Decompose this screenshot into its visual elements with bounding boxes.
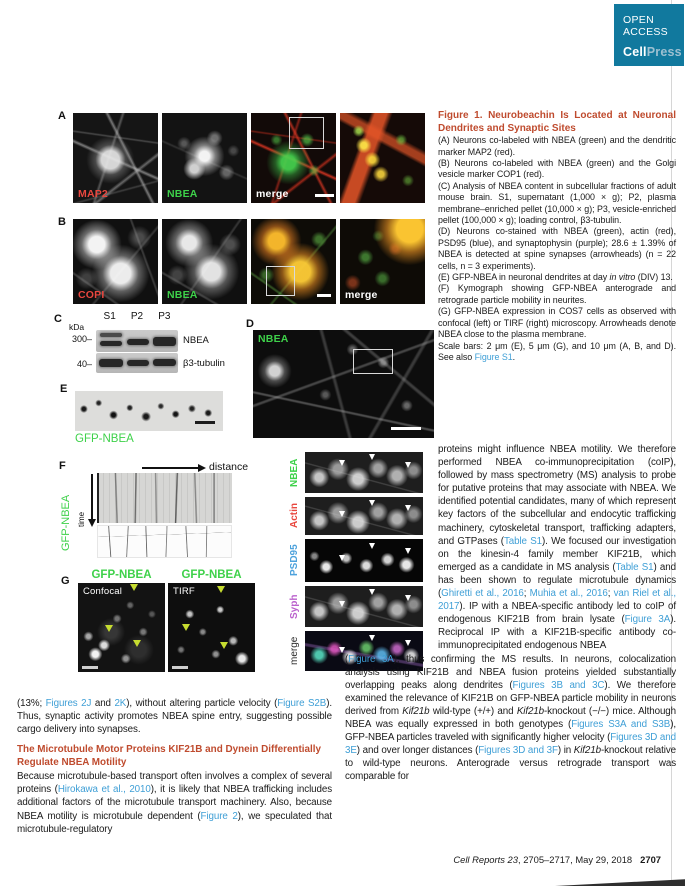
lane-p3: P3 (158, 311, 171, 322)
open-access-badge (614, 4, 684, 66)
text-segment: ) and has been shown to regulate microtubule dynamics ( (438, 561, 676, 600)
gfp-nbea-title-right: GFP-NBEA (181, 569, 242, 581)
panel-b-nbea-image (162, 219, 247, 304)
mw-300: 300– (71, 334, 92, 344)
distance-axis-arrow (142, 467, 198, 469)
scale-bar (82, 666, 98, 669)
caption-item-c (438, 181, 676, 227)
gfp-nbea-title-left: GFP-NBEA (91, 569, 152, 581)
panel-b-inset-image (340, 219, 425, 304)
stack-label-actin: Actin (289, 503, 300, 529)
citation-link[interactable]: Figures 3B and 3C (512, 679, 605, 691)
body-paragraph-right-narrow (438, 443, 676, 653)
text-segment: (F) Kymograph showing GFP-NBEA anterograde and retrograde particle mobility in neurites. (438, 283, 676, 305)
nbea-band-label: NBEA (183, 335, 209, 346)
tirf-label: TIRF (173, 586, 195, 597)
access-label: ACCESS (623, 26, 668, 38)
text-segment: Kif21b (516, 705, 544, 717)
text-segment: ), GFP-NBEA particles traveled with significantly higher velocity ( (345, 718, 676, 744)
merge-label: merge (256, 188, 289, 200)
panel-g-confocal-image (78, 583, 165, 672)
text-segment: (G) GFP-NBEA expression in COS7 cells as observed with confocal (left) or TIRF (right) microscopy. Arrowheads denote NBEA close to the plasma membrane. (438, 306, 676, 340)
citation-link[interactable]: Figures 2J (45, 698, 92, 709)
text-segment: -knockout relative to wild-type neurons. Anterograde versus retrograde transport was comparable for (345, 745, 676, 783)
citation-link[interactable]: Figure S1 (474, 351, 513, 362)
arrowhead-icon (105, 625, 113, 632)
citation-link[interactable]: Figures S3A and S3B (571, 718, 671, 730)
text-segment: (D) Neurons co-stained with NBEA (green), actin (red), PSD95 (blue), and synaptophysin (purple); 28.6 ± 1.39% of NBEA is detected at spine synapses (arrowheads) (n = 22 cells, n = 3 experiments). (438, 226, 676, 271)
scale-bar (195, 421, 215, 424)
panel-e-letter: E (60, 383, 68, 395)
blot-band (127, 360, 149, 366)
panel-c-letter: C (54, 313, 62, 325)
text-segment: (13%; (17, 698, 46, 709)
panel-b-copi-image (73, 219, 158, 304)
text-segment: proteins might influence NBEA motility. We therefore performed NBEA co-immunoprecipitation (coIP), followed by mass spectrometry (MS) analysis to probe for putative proteins that may associate with NBEA. We identified potential candidates, many of which represent key factors of the subcellular and endocytic trafficking machinery, cytoskeletal transport, trafficking adapters, and GTPases ( (438, 444, 676, 547)
cellpress-logo (614, 38, 684, 59)
panel-a-map2-image (73, 113, 158, 203)
text-segment: -knockout (−/−) mice. Although NBEA was equally expressed in both genotypes ( (345, 705, 677, 730)
text-segment: ). We therefore examined the relevance of KIF21B on GFP-NBEA particle mobility in neurons derived from (345, 679, 676, 717)
citation-link[interactable]: Figure 3A (348, 653, 394, 665)
stack-label-psd95: PSD95 (289, 544, 300, 577)
body-paragraph-left-2 (17, 770, 332, 835)
citation-link[interactable]: Hirokawa et al., 2010 (57, 784, 151, 796)
section-heading: The Microtubule Motor Proteins KIF21B and Dynein Differentially Regulate NBEA Motility (17, 744, 321, 769)
panel-a-merge-image (251, 113, 336, 203)
open-access-label (614, 4, 684, 38)
caption-item-g (438, 306, 676, 340)
scale-bar (391, 427, 421, 430)
panel-g-tirf-image (168, 583, 255, 672)
text-segment: ) in (557, 745, 574, 757)
text-segment: Because microtubule-based transport often involves a complex of several proteins ( (17, 771, 332, 796)
text-segment: ). Reciprocal IP with a KIF21B-specific antibody co-immunoprecipitated endogenous NBEA (438, 614, 676, 652)
text-segment: ), it is likely that NBEA trafficking includes additional factors of the microtubule transport machinery. Also, because NBEA motility is microtubule dependent ( (17, 784, 333, 822)
blot-band (153, 337, 176, 346)
caption-item-e (438, 272, 676, 283)
citation-text: , 2705–2717, May 29, 2018 (517, 854, 633, 865)
kymograph-raw-image (97, 473, 232, 523)
text-segment: ; (523, 588, 530, 600)
caption-item-b (438, 158, 676, 181)
blot-band (153, 359, 176, 366)
nbea-label: NBEA (258, 333, 289, 345)
text-segment: ) and over longer distances ( (356, 745, 479, 757)
page-corner-shadow (555, 878, 685, 886)
blot-band (99, 359, 123, 367)
footer-citation (345, 854, 661, 865)
panel-d-letter: D (246, 318, 254, 330)
arrowhead-icon (130, 584, 138, 591)
cellpress-logo-press: Press (646, 45, 682, 59)
mw-40: 40– (76, 359, 92, 369)
lane-p2: P2 (130, 311, 144, 322)
distance-axis-label: distance (209, 461, 249, 473)
text-segment: and (91, 698, 115, 709)
time-axis-arrow (91, 474, 93, 520)
citation-link[interactable]: van Riel et al., 2017 (438, 588, 676, 613)
citation-link[interactable]: Figure S2B (277, 698, 327, 709)
citation-link[interactable]: Figures 3D and 3E (345, 732, 676, 757)
citation-link[interactable]: Table S1 (503, 535, 543, 547)
copi-label: COPI (78, 289, 105, 301)
scale-bar (317, 294, 331, 297)
panel-a-nbea-image (162, 113, 247, 203)
page-number: 2707 (640, 854, 661, 865)
scale-bar (172, 666, 188, 669)
nbea-blot (96, 330, 178, 352)
citation-link[interactable]: Table S1 (615, 561, 654, 573)
panel-g-letter: G (61, 575, 70, 587)
roi-box (353, 349, 393, 374)
nbea-label: NBEA (167, 289, 198, 301)
stack-label-nbea: NBEA (289, 458, 300, 487)
text-segment: ), we speculated that microtubule-regulatory (17, 810, 332, 835)
panel-f-letter: F (59, 460, 66, 472)
panel-a-inset-image (340, 113, 425, 203)
lane-s1: S1 (103, 311, 116, 322)
tubulin-band-label: β3-tubulin (183, 358, 225, 369)
cellpress-logo-cell: Cell (623, 45, 647, 59)
open-label: OPEN (623, 14, 654, 26)
map2-label: MAP2 (78, 188, 108, 200)
time-arrowhead-icon (88, 519, 96, 527)
caption-item-f (438, 283, 676, 306)
citation-link[interactable]: Figure 3A (624, 614, 671, 626)
text-segment: ). IP with a NBEA-specific antibody led to coIP of endogenous KIF21B from brain lysate ( (438, 601, 676, 626)
caption-item-a (438, 135, 676, 158)
kda-label: kDa (69, 322, 85, 332)
left-column (17, 697, 332, 836)
panel-e-gfp-nbea-image (75, 391, 223, 431)
nbea-label: NBEA (167, 188, 198, 200)
text-segment: Kif21b (573, 745, 601, 757)
text-segment: in vitro (609, 272, 636, 283)
citation-link[interactable]: Figures 3D and 3F (478, 745, 558, 757)
scale-bar (315, 194, 334, 197)
panel-d-nbea-image (253, 330, 434, 438)
blot-band (100, 341, 122, 346)
arrowhead-icon (182, 624, 190, 631)
panel-b-letter: B (58, 216, 66, 228)
confocal-label: Confocal (83, 586, 123, 597)
text-segment: ). Thus, synaptic activity promotes NBEA spine entry, suggesting possible cargo delivery into synapses. (17, 698, 332, 736)
merge-label: merge (345, 289, 378, 301)
roi-box (266, 266, 295, 296)
gfp-nbea-vertical-label: GFP-NBEA (60, 494, 72, 552)
text-segment: (B) Neurons co-labeled with NBEA (green) and the Golgi vesicle marker COP1 (red). (438, 158, 676, 180)
arrowhead-icon (220, 642, 228, 649)
gfp-nbea-label: GFP-NBEA (75, 433, 134, 445)
stack-label-syph: Syph (289, 594, 300, 619)
roi-box (289, 117, 324, 149)
text-segment: ), without altering particle velocity ( (126, 698, 278, 709)
text-segment: (E) GFP-NBEA in neuronal dendrites at day (438, 272, 610, 283)
text-segment: ). We focused our investigation on the kinesin-4 family member KIF21B, which emerged as a candidate in MS analysis ( (438, 535, 677, 573)
text-segment: ( (345, 653, 349, 665)
caption-scale-bars (438, 341, 676, 364)
arrowhead-icon (217, 586, 225, 593)
right-column (345, 443, 676, 783)
stack-label-merge: merge (289, 636, 300, 666)
kymograph-traces-image (97, 525, 232, 558)
text-segment: ; (607, 588, 614, 600)
citation-link[interactable]: Ghiretti et al., 2016 (441, 588, 524, 600)
blot-band (127, 339, 149, 345)
text-segment: wild-type (+/+) and (429, 705, 517, 717)
citation-link[interactable]: 2K (114, 698, 127, 709)
text-segment: Scale bars: 2 μm (E), 5 μm (G), and 10 μm (A, B, and D). See also (438, 340, 676, 362)
body-paragraph-right-wide (345, 653, 676, 784)
blot-band (100, 333, 122, 337)
journal-volume: Cell Reports 23 (453, 854, 518, 865)
body-paragraph-left-1 (17, 697, 332, 736)
panel-a-letter: A (58, 110, 66, 122)
time-axis-label: time (77, 511, 86, 528)
blot-lane-headers (96, 311, 178, 322)
tubulin-blot (96, 353, 178, 373)
arrowhead-icon (133, 640, 141, 647)
text-segment: (C) Analysis of NBEA content in subcellular fractions of adult mouse brain. S1, supernatant (1,000 × g); P2, plasma membrane–enriched pellet (10,000 × g); P3, vesicle-enriched pellet (100,000 × g); loading control, β3-tubulin. (438, 180, 676, 226)
distance-arrowhead-icon (198, 464, 206, 472)
text-segment: ), thus confirming the MS results. In neurons, colocalization analysis using KIF21B and NBEA fusion proteins yielded substantially overlapping peaks along dendrites ( (345, 653, 676, 691)
panel-b-merge-image (251, 219, 336, 304)
text-segment: (DIV) 13. (635, 272, 673, 283)
text-segment: (A) Neurons co-labeled with NBEA (green) and the dendritic marker MAP2 (red). (438, 135, 676, 157)
citation-link[interactable]: Muhia et al., 2016 (529, 588, 608, 600)
figure-1-caption (438, 110, 676, 363)
text-segment: Kif21b (402, 705, 430, 717)
citation-link[interactable]: Figure 2 (200, 810, 238, 822)
caption-item-d (438, 226, 676, 272)
figure-caption-title: Figure 1. Neurobeachin Is Located at Neuronal Dendrites and Synaptic Sites (438, 110, 676, 134)
text-segment: . (512, 351, 516, 362)
